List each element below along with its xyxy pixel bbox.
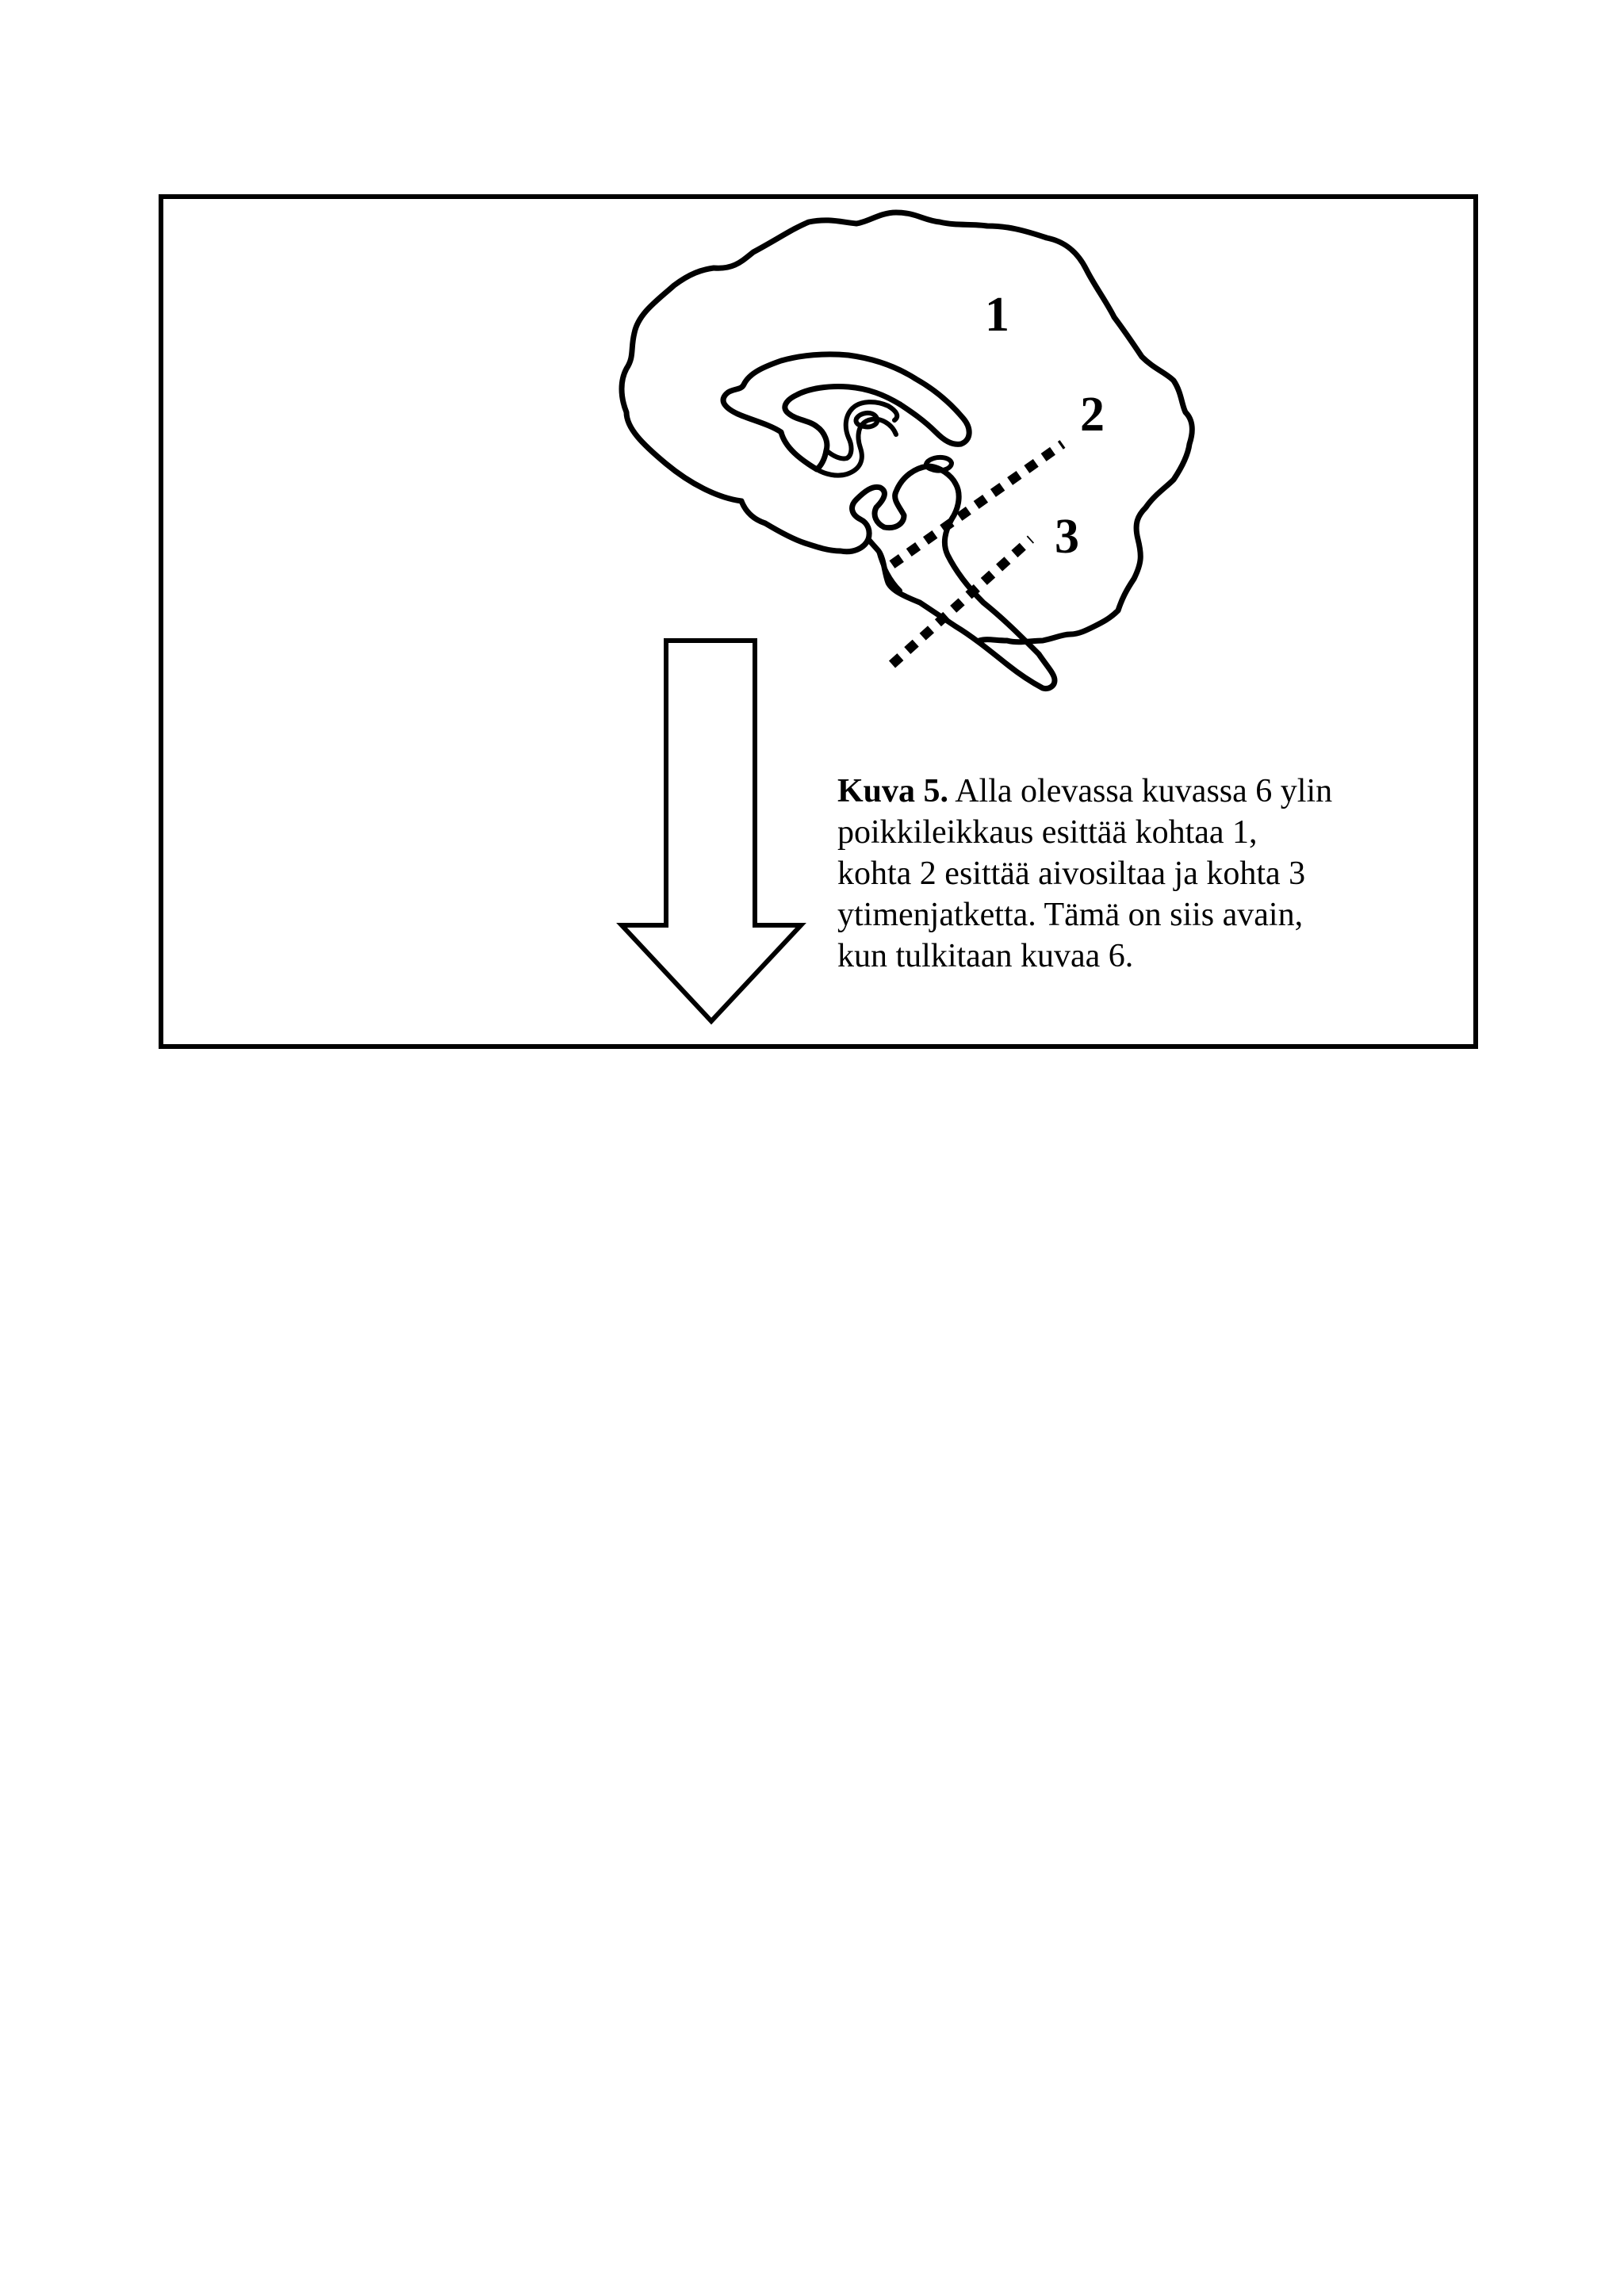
label-2: 2 <box>1080 388 1105 442</box>
brainstem <box>852 466 1055 689</box>
caption-title: Kuva 5. <box>837 773 949 809</box>
label-1: 1 <box>985 288 1009 342</box>
figure-caption <box>837 771 1456 977</box>
corpus-callosum <box>723 354 969 469</box>
down-arrow <box>622 641 801 1021</box>
caption-text: Alla olevassa kuvassa 6 ylin poikkileikkaus esittää kohtaa 1, kohta 2 esittää aivosiltaa ja kohta 3 ytimenjatketta. Tämä on siis avain, kun tulkitaan kuvaa 6. <box>837 773 1333 974</box>
label-3: 3 <box>1055 510 1079 564</box>
brain-outline <box>622 212 1192 642</box>
section-line-2 <box>892 444 1063 564</box>
